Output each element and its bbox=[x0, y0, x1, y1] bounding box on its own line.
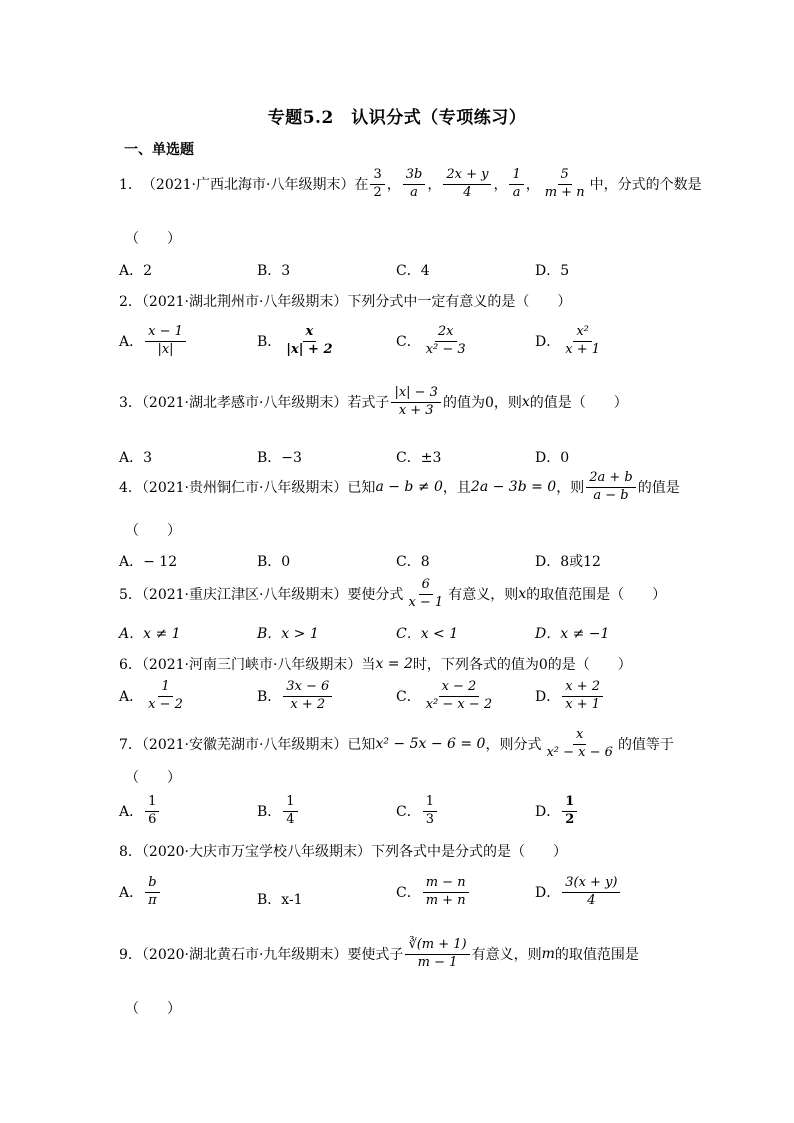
page-title: 专题5.2 认识分式（专项练习） bbox=[267, 108, 527, 128]
option-label: D． bbox=[535, 334, 561, 351]
option-b bbox=[257, 680, 334, 713]
answer-paren: （ ） bbox=[125, 770, 181, 786]
option-c bbox=[396, 876, 471, 909]
question-text: 有意义，则 bbox=[471, 947, 542, 964]
option-label: B． bbox=[257, 689, 282, 706]
fraction: $\frac{\text{x²}}{x + 1}$ bbox=[565, 324, 600, 357]
question-text: 中，分式的个数是 bbox=[589, 177, 702, 194]
option-d bbox=[535, 680, 605, 713]
option-label: C． bbox=[396, 334, 421, 351]
question-3 bbox=[119, 386, 628, 419]
option-a: A．2 bbox=[119, 263, 153, 279]
option-b bbox=[257, 325, 338, 358]
question-text: 的值为0，则 bbox=[442, 395, 522, 412]
separator: ， bbox=[386, 177, 401, 194]
option-d: D．0 bbox=[535, 450, 570, 466]
section-heading: 一、单选题 bbox=[124, 142, 194, 158]
variable: x bbox=[518, 586, 527, 603]
answer-paren: （ ） bbox=[125, 231, 181, 247]
option-b: B．0 bbox=[257, 554, 291, 570]
question-text: ，且 bbox=[442, 480, 471, 497]
option-a bbox=[119, 680, 188, 713]
variable: x bbox=[521, 394, 530, 411]
fraction: $\frac{1}{3}$ bbox=[423, 795, 437, 828]
question-5 bbox=[119, 578, 666, 611]
option-label: A． bbox=[119, 804, 144, 821]
option-a: A．3 bbox=[119, 450, 153, 466]
question-text: 4．（2021·贵州铜仁市·八年级期末）已知 bbox=[119, 480, 376, 497]
question-text: 7．（2021·安徽芜湖市·八年级期末）已知 bbox=[119, 737, 376, 754]
math-expression: x = 2 bbox=[375, 656, 413, 672]
fraction: $\frac{6}{x - 1}$ bbox=[408, 577, 444, 610]
option-c: C．x < 1 bbox=[396, 626, 459, 642]
fraction: $\frac{x - 1}{|x|}$ bbox=[145, 325, 186, 358]
question-text: 的值是 bbox=[637, 480, 680, 497]
fraction: $\frac{5}{m + n}$ bbox=[544, 167, 585, 200]
question-text: 的取值范围是（ ） bbox=[526, 587, 667, 604]
option-b: B．x > 1 bbox=[257, 626, 319, 642]
fraction: $\frac{m - n}{m + n}$ bbox=[423, 876, 469, 909]
question-1 bbox=[119, 168, 702, 201]
fraction: $\frac{3}{2}$ bbox=[370, 168, 384, 201]
question-text: 9．（2020·湖北黄石市·九年级期末）要使式子 bbox=[119, 947, 404, 964]
fraction: $\frac{3b}{a}$ bbox=[403, 168, 426, 201]
option-label: B． bbox=[257, 334, 282, 351]
option-label: D． bbox=[535, 689, 561, 706]
question-text: 的值是（ ） bbox=[529, 395, 628, 412]
question-7 bbox=[119, 728, 674, 761]
fraction: $\frac{x - 2}{\text{x² − x − 2}}$ bbox=[425, 679, 493, 712]
fraction: $\frac{2x + y}{4}$ bbox=[443, 168, 491, 201]
answer-paren: （ ） bbox=[125, 523, 181, 539]
option-d bbox=[535, 876, 622, 909]
question-text: ，则 bbox=[556, 480, 585, 497]
option-c: C．±3 bbox=[396, 450, 442, 466]
fraction: $\frac{1}{2}$ bbox=[562, 795, 577, 828]
fraction: $\frac{∛(m + 1)}{m - 1}$ bbox=[405, 938, 469, 971]
separator: ， bbox=[493, 177, 508, 194]
question-6 bbox=[119, 654, 632, 674]
option-a: A．− 12 bbox=[119, 554, 178, 570]
question-9 bbox=[119, 938, 639, 971]
fraction: $\frac{1}{a}$ bbox=[509, 168, 523, 201]
question-text: 6．（2021·河南三门峡市·八年级期末）当 bbox=[119, 657, 376, 673]
option-c bbox=[396, 680, 497, 713]
option-label: C． bbox=[396, 885, 421, 902]
option-d bbox=[535, 795, 579, 828]
math-expression: 2a − 3b = 0 bbox=[470, 479, 557, 496]
question-text: 时，下列各式的值为0的是（ ） bbox=[412, 657, 632, 673]
fraction: $\frac{2x}{\text{x² − 3}}$ bbox=[425, 324, 466, 357]
option-b: B．−3 bbox=[257, 450, 302, 466]
question-source: （2021·广西北海市·八年级期末） bbox=[141, 177, 355, 194]
option-a bbox=[119, 325, 188, 358]
question-text: 在 bbox=[354, 177, 369, 194]
option-label: A． bbox=[119, 885, 144, 902]
fraction: $\frac{3x - 6}{x + 2}$ bbox=[283, 680, 332, 713]
fraction: $\frac{1}{x - 2}$ bbox=[148, 679, 183, 712]
option-label: D． bbox=[535, 885, 561, 902]
fraction: $\frac{x + 2}{x + 1}$ bbox=[562, 680, 603, 713]
option-b: B．x-1 bbox=[257, 892, 303, 908]
fraction: $\frac{|x| - 3}{x + 3}$ bbox=[391, 386, 441, 419]
option-label: D． bbox=[535, 804, 561, 821]
variable: m bbox=[541, 946, 555, 963]
question-text: ，则分式 bbox=[485, 737, 542, 754]
option-b: B．3 bbox=[257, 263, 291, 279]
option-d: D．x ≠ −1 bbox=[535, 626, 610, 642]
question-text: 的值等于 bbox=[617, 737, 674, 754]
option-a: A．x ≠ 1 bbox=[119, 626, 181, 642]
question-8: 8．（2020·大庆市万宝学校八年级期末）下列各式中是分式的是（ ） bbox=[119, 844, 567, 860]
option-label: B． bbox=[257, 804, 282, 821]
question-text: 有意义，则 bbox=[448, 587, 519, 604]
question-text: 5．（2021·重庆江津区·八年级期末）要使分式 bbox=[119, 587, 404, 604]
option-d: D．5 bbox=[535, 263, 570, 279]
option-b bbox=[257, 795, 300, 828]
option-label: A． bbox=[119, 689, 144, 706]
option-a bbox=[119, 876, 162, 909]
question-number: 1． bbox=[119, 177, 142, 194]
option-c bbox=[396, 325, 471, 358]
option-a bbox=[119, 795, 161, 828]
fraction: $\frac{1}{6}$ bbox=[145, 795, 159, 828]
fraction: $\frac{3(x + y)}{4}$ bbox=[562, 876, 620, 909]
question-2: 2．（2021·湖北荆州市·八年级期末）下列分式中一定有意义的是（ ） bbox=[119, 294, 572, 310]
question-text: 的取值范围是 bbox=[554, 947, 639, 964]
option-c: C．8 bbox=[396, 554, 430, 570]
math-expression: x² − 5x − 6 = 0 bbox=[375, 736, 486, 753]
fraction: $\frac{1}{4}$ bbox=[283, 795, 297, 828]
option-c bbox=[396, 795, 439, 828]
option-c: C．4 bbox=[396, 263, 430, 279]
separator: ， bbox=[427, 177, 442, 194]
option-d bbox=[535, 325, 605, 358]
fraction: $\frac{2a + b}{a - b}$ bbox=[586, 471, 636, 504]
fraction: $\frac{x}{|x| + 2}$ bbox=[286, 324, 333, 357]
question-text: 3．（2021·湖北孝感市·八年级期末）若式子 bbox=[119, 395, 390, 412]
option-label: C． bbox=[396, 689, 421, 706]
option-label: A． bbox=[119, 334, 144, 351]
math-expression: a − b ≠ 0 bbox=[375, 479, 443, 496]
option-d: D．8或12 bbox=[535, 554, 601, 570]
option-label: C． bbox=[396, 804, 421, 821]
answer-paren: （ ） bbox=[125, 1001, 181, 1017]
question-4 bbox=[119, 471, 680, 504]
fraction: $\frac{x}{\text{x² − x − 6}}$ bbox=[546, 727, 613, 760]
separator: ， bbox=[525, 177, 540, 194]
fraction: $\frac{b}{\pi}$ bbox=[145, 876, 160, 909]
